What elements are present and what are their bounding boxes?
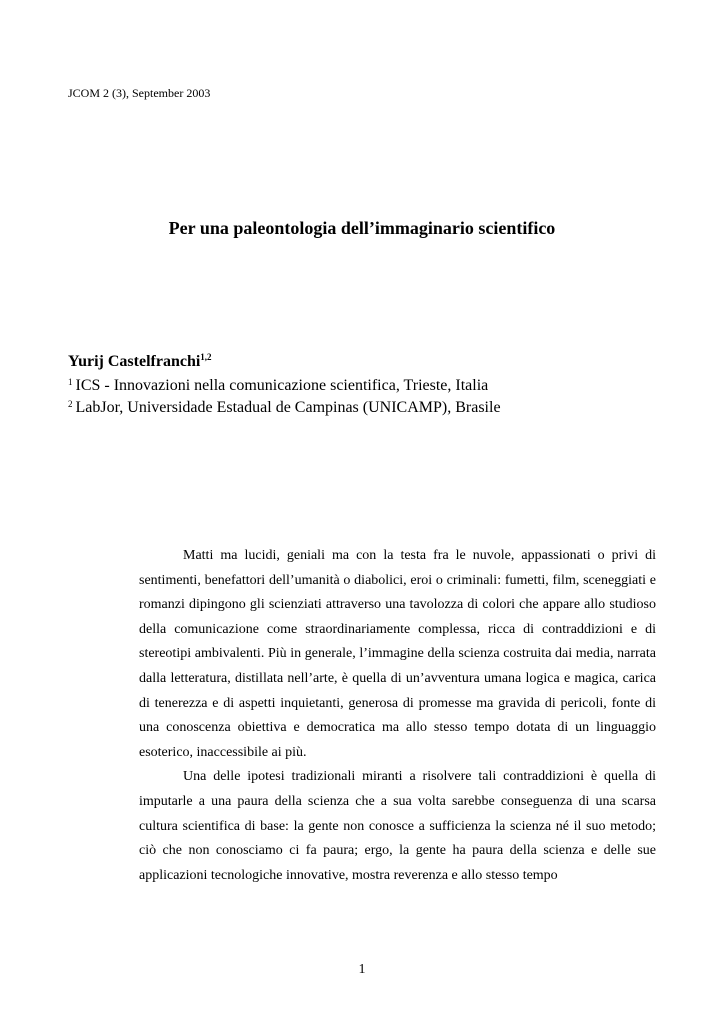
affiliation-2-mark: 2 <box>68 399 73 409</box>
affiliation-2 <box>68 395 668 417</box>
abstract-paragraph-1: Matti ma lucidi, geniali ma con la testa fra le nuvole, appassionati o privi di sentimenti, benefattori dell’umanità o diabolici, eroi o criminali: fumetti, film, sceneggiati e romanzi dipingono gli scienziati attraverso una tavolozza di colori che appare allo studioso della comunicazione come straordinariamente complessa, ricca di contraddizioni e di stereotipi ambivalenti. Più in generale, l’immagine della scienza costruita dai media, narrata dalla letteratura, distillata nell’arte, è quella di un’avventura umana logica e magica, carica di tenerezza e di aspetti inquietanti, generosa di promesse ma gravida di pericoli, fonte di una conoscenza obiettiva e democratica ma allo stesso tempo dotata di un linguaggio esoterico, inaccessibile ai più. <box>139 548 656 760</box>
paper-title: Per una paleontologia dell’immaginario scientifico <box>168 218 556 238</box>
affiliation-2-text: LabJor, Universidade Estadual de Campinas (UNICAMP), Brasile <box>75 399 501 416</box>
abstract-paragraph-2: Una delle ipotesi tradizionali miranti a risolvere tali contraddizioni è quella di imputarle a una paura della scienza che a sua volta sarebbe conseguenza di una scarsa cultura scientifica di base: la gente non conosce a sufficienza la scienza né il suo metodo; ciò che non conosciamo ci fa paura; ergo, la gente ha paura della scienza e delle sue applicazioni tecnologiche innovative, mostra reverenza e allo stesso tempo <box>139 769 656 883</box>
author-superscript: 1,2 <box>200 352 212 362</box>
author-block <box>68 346 668 417</box>
author-line <box>68 346 668 373</box>
journal-reference: JCOM 2 (3), September 2003 <box>68 86 211 100</box>
page-number: 1 <box>358 962 366 977</box>
affiliation-1-text: ICS - Innovazioni nella comunicazione scientifica, Trieste, Italia <box>75 377 489 394</box>
affiliation-1 <box>68 373 668 395</box>
affiliation-1-mark: 1 <box>68 377 73 387</box>
abstract <box>139 544 656 888</box>
author-name: Yurij Castelfranchi <box>68 353 201 370</box>
